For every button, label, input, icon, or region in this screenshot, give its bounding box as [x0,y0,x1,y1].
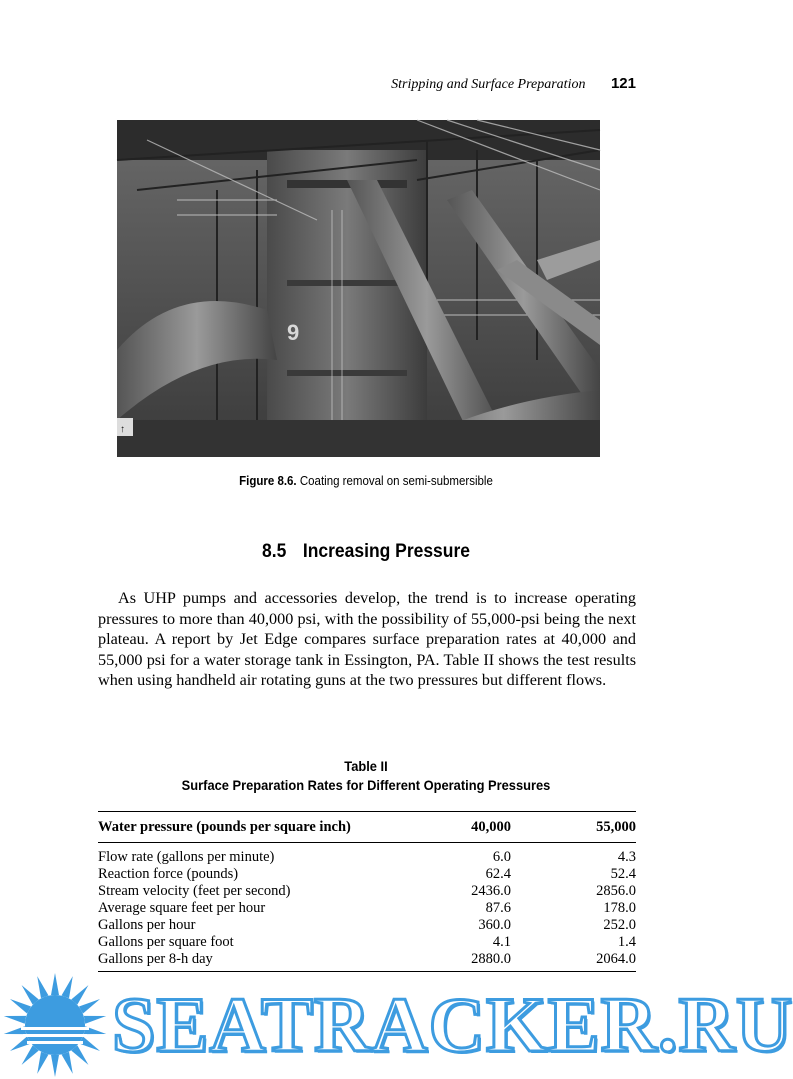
cell-55000: 1.4 [617,934,636,950]
cell-40000: 360.0 [478,917,511,933]
row-label: Reaction force (pounds) [98,866,239,882]
cell-40000: 4.1 [492,934,511,950]
semi-submersible-photo [117,120,600,457]
table-header-row [98,812,636,843]
table-row [98,951,636,972]
section-heading [118,541,615,563]
cell-55000: 252.0 [603,917,636,933]
row-label: Stream velocity (feet per second) [98,883,291,899]
figure-caption [118,474,615,488]
header-40000: 40,000 [471,819,511,835]
table-row [98,934,636,951]
cell-40000: 87.6 [485,900,511,916]
table-caption [118,757,615,795]
row-label: Gallons per hour [98,917,196,933]
cell-40000: 2436.0 [471,883,511,899]
cell-55000: 52.4 [610,866,636,882]
sun-logo-icon [0,975,120,1079]
table-row [98,917,636,934]
watermark-text: SEATRACKER.RU [112,981,793,1068]
cell-55000: 178.0 [603,900,636,916]
watermark [0,975,793,1079]
table-row [98,866,636,883]
page-number: 121 [610,75,636,92]
body-paragraph: As UHP pumps and accessories develop, the trend is to increase operating pressures to more than 40,000 psi, with the possibility of 55,000-psi being the next plateau. A report by Jet Edge compares surface preparation rates at 40,000 and 55,000 psi for a water storage tank in Essington, PA. Table II shows the test results when using handheld air rotating guns at the two pressures but different flows. [98,589,636,689]
running-head [96,75,636,93]
header-water-pressure: Water pressure (pounds per square inch) [98,819,351,835]
cell-40000: 62.4 [485,866,511,882]
figure-caption-text: Coating removal on semi-submersible [299,474,493,488]
cell-40000: 6.0 [492,849,511,865]
header-55000: 55,000 [596,819,636,835]
cell-55000: 2856.0 [596,883,636,899]
section-number: 8.5 [261,541,287,562]
photo-leg-number: 9 [287,320,300,345]
running-title: Stripping and Surface Preparation [391,77,586,92]
table-row [98,883,636,900]
row-label: Gallons per 8-h day [98,951,213,967]
table-title: Surface Preparation Rates for Different Operating Pressures [181,777,551,793]
cell-55000: 4.3 [617,849,636,865]
table-row [98,843,636,867]
table-label: Table II [344,758,388,774]
figure-label: Figure 8.6. [239,474,297,488]
section-title: Increasing Pressure [302,541,470,562]
row-label: Average square feet per hour [98,900,266,916]
row-label: Gallons per square foot [98,934,234,950]
table-row [98,900,636,917]
figure-photo [117,120,600,457]
row-label: Flow rate (gallons per minute) [98,849,275,865]
rates-table [98,811,636,972]
photo-sign: ↑ [120,424,125,435]
cell-55000: 2064.0 [596,951,636,967]
cell-40000: 2880.0 [471,951,511,967]
